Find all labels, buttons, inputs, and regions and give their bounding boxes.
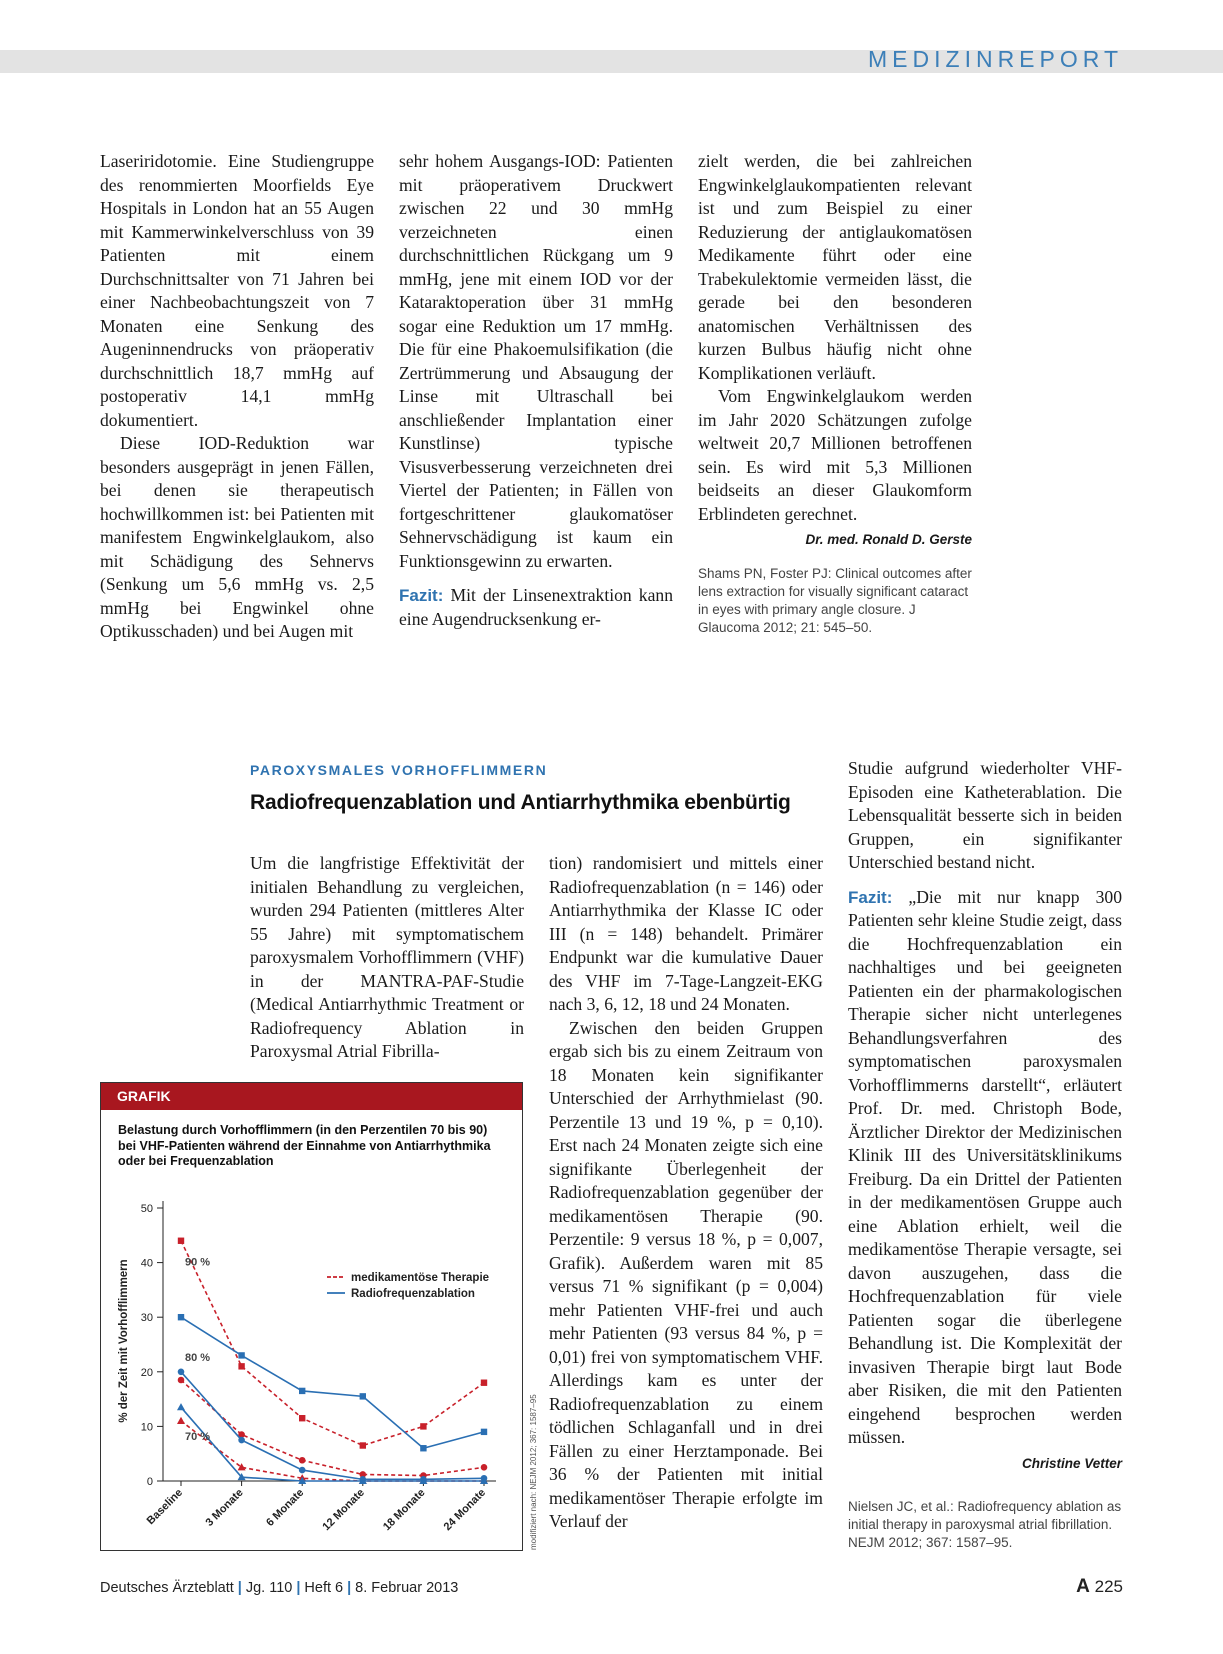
data-point <box>481 1429 487 1435</box>
x-tick-label: Baseline <box>144 1486 186 1528</box>
journal-name: Deutsches Ärzteblatt <box>100 1580 234 1596</box>
data-point <box>299 1467 306 1474</box>
y-tick-label: 20 <box>140 1366 153 1379</box>
article1-fazit <box>399 584 673 631</box>
data-point <box>238 1437 245 1444</box>
article1-paragraph: Vom Engwinkelglaukom werden im Jahr 2020 Schätzungen zufolge weltweit 20,7 Millionen betroffenen sein. Es wird mit 5,3 Millionen beidseits an dieser Glaukomform Erblindeten gerechnet. <box>698 386 972 524</box>
article2-kicker: PAROXYSMALES VORHOFFLIMMERN <box>250 762 548 778</box>
data-point <box>178 1377 185 1384</box>
article1-column-1 <box>100 150 374 644</box>
article1-paragraph: zielt werden, die bei zahlreichen Engwinkelglaukompatienten relevant ist und zum Beispiel zu einer Reduzierung der antiglaukomatösen Medikamente führt oder eine Trabekulektomie vermeiden lässt, die gerade bei den besonderen anatomischen Verhältnissen des kurzen Bulbus häufig nicht ohne Komplikationen verläuft. <box>698 151 972 383</box>
article2-author: Christine Vetter <box>1021 1455 1122 1471</box>
grafik-caption: Belastung durch Vorhofflimmern (in den Perzentilen 70 bis 90) bei VHF-Patienten während der Einnahme von Antiarrhythmika oder bei Frequenzablation <box>118 1123 491 1168</box>
series-line <box>181 1317 484 1448</box>
x-tick-label: 24 Monate <box>441 1486 489 1534</box>
data-point <box>481 1380 487 1386</box>
y-tick-label: 0 <box>146 1476 153 1488</box>
footer-journal <box>100 1580 458 1596</box>
section-label: MEDIZINREPORT <box>868 46 1123 72</box>
y-tick-label: 40 <box>140 1257 153 1270</box>
data-point <box>420 1445 426 1451</box>
article2-paragraph: Zwischen den beiden Gruppen ergab sich bis zu einem Zeitraum von 18 Monaten kein signifikanter Unterschied der Arrhythmielast (90. Perzentile 13 und 19 %, p = 0,10). Erst nach 24 Monaten zeigte sich eine signifikante Überlegenheit der Radiofrequenzablation gegenüber der medikamentösen Therapie (90. Perzentile: 9 versus 18 %, p = 0,007, Grafik). Außerdem waren mit 85 versus 71 % signifikant (p = 0,004) mehr Patienten VHF-frei und auch mehr Patienten (93 versus 84 %, p = 0,01) frei von symptomatischem VHF. Allerdings kam es unter der Radiofrequenzablation zu einem tödlichen Schlaganfall und in drei Fällen zu einer Herztamponade. Bei 36 % der Patienten mit initial medikamentöser Therapie erfolgte im Verlauf der <box>549 1017 823 1531</box>
grafik-box <box>100 1082 523 1551</box>
grafik-source: modifiziert nach: NEJM 2012; 367: 1587–95 <box>529 1394 538 1550</box>
data-point <box>238 1352 244 1358</box>
data-point <box>299 1415 305 1421</box>
page-number-value: 225 <box>1094 1577 1123 1596</box>
article2-reference: Nielsen JC, et al.: Radiofrequency ablation as initial therapy in paroxysmal atrial fibrillation. NEJM 2012; 367: 1587–95. <box>848 1499 1122 1550</box>
article2-column-2 <box>549 852 823 1534</box>
y-tick-label: 30 <box>140 1312 153 1325</box>
data-point <box>299 1457 306 1464</box>
page-number <box>1076 1576 1123 1598</box>
legend-label: Radiofrequenzablation <box>351 1288 475 1300</box>
x-tick-label: 3 Monate <box>203 1486 246 1529</box>
fazit-text: „Die mit nur knapp 300 Patienten sehr kleine Studie zeigt, dass die Hochfrequenzablation ein nachhaltiges und bei geeigneten Patienten ein der pharmakologischen Therapie sicher nicht unterlegenes Behandlungsverfahren des symptomatischen paroxysmalen Vorhofflimmerns darstellt“, erläutert Prof. Dr. med. Christoph Bode, Ärztlicher Direktor der Medizinischen Klinik III des Universitätsklinikums Freiburg. Da ein Drittel der Patienten in der medikamentösen Gruppe auch eine Ablation erhielt, weil die medikamentöse Therapie versagte, sei davon auszugehen, dass die Hochfrequenzablation für viele Patienten sogar die überlegene Behandlung ist. Die Komplexität der invasiven Therapie birgt laut Bode aber Risiken, die mit den Patienten eingehend besprochen werden müssen. <box>848 886 1122 1447</box>
legend-label: medikamentöse Therapie <box>351 1272 490 1284</box>
article1-paragraph: sehr hohem Ausgangs-IOD: Patienten mit präoperativem Druckwert zwischen 22 und 30 mmHg verzeichneten einen durchschnittlichen Rückgang um 9 mmHg, jene mit einem IOD vor der Kataraktoperation über 31 mmHg sogar eine Reduktion um 17 mmHg. Die für eine Phakoemulsifikation (die Zertrümmerung und Absaugung der Linse mit Ultraschall bei anschließender Implantation einer Kunstlinse) typische Visusverbesserung verzeichneten drei Viertel der Patienten; in Fällen von fortgeschrittener glaukomatöser Sehnervschädigung ist kaum ein Funktionsgewinn zu erwarten. <box>399 151 673 571</box>
data-point <box>178 1314 184 1320</box>
data-point <box>177 1403 185 1410</box>
article1-column-2 <box>399 150 673 631</box>
data-point <box>238 1363 244 1369</box>
fazit-label: Fazit: <box>399 586 444 605</box>
fazit-label: Fazit: <box>848 887 893 907</box>
data-point <box>299 1388 305 1394</box>
footer-separator: | <box>296 1580 301 1596</box>
percentile-label: 70 % <box>185 1431 211 1444</box>
journal-volume: Jg. 110 <box>245 1580 293 1596</box>
data-point <box>420 1423 426 1429</box>
data-point <box>360 1442 366 1448</box>
data-point <box>481 1464 488 1471</box>
article2-paragraph: Um die langfristige Effektivität der initialen Behandlung zu vergleichen, wurden 294 Patienten (mittleres Alter 55 Jahre) mit symptomatischem paroxysmalem Vorhofflimmern (VHF) in der MANTRA-PAF-Studie (Medical Antiarrhythmic Treatment or Radiofrequency Ablation in Paroxysmal Atrial Fibrilla- <box>250 853 524 1061</box>
data-point <box>178 1238 184 1244</box>
article1-paragraph: Laseriridotomie. Eine Studiengruppe des renommierten Moorfields Eye Hospitals in London hat an 55 Augen mit Kammerwinkelverschluss von 39 Patienten mit einem Durchschnittsalter von 71 Jahren bei einer Nachbeobachtungszeit von 7 Monaten eine Senkung des Augeninnendrucks von präoperativ durchschnittlich 18,7 mmHg auf postoperativ 14,1 mmHg dokumentiert. <box>100 151 374 430</box>
footer-separator: | <box>347 1580 352 1596</box>
article1-paragraph: Diese IOD-Reduktion war besonders ausgeprägt in jenen Fällen, bei denen sie therapeutisch hochwillkommen ist: bei Patienten mit manifestem Engwinkelglaukom, also mit Schädigung des Sehnervs (Senkung um 5,6 mmHg vs. 2,5 mmHg bei Engwinkel ohne Optikusschaden) und bei Augen mit <box>100 433 374 641</box>
y-axis-label: % der Zeit mit Vorhofflimmern <box>118 1259 130 1423</box>
journal-date: 8. Februar 2013 <box>355 1580 459 1596</box>
article1-author: Dr. med. Ronald D. Gerste <box>805 532 972 547</box>
article2-column-3 <box>848 757 1122 1475</box>
series-line <box>181 1421 484 1481</box>
y-tick-label: 50 <box>140 1203 153 1215</box>
fazit-text: Mit der Linsenextraktion kann eine Augendrucksenkung er- <box>399 585 673 629</box>
article2-paragraph: Studie aufgrund wiederholter VHF-Episoden eine Katheterablation. Die Lebensqualität besserte sich in beiden Gruppen, ein signifikanter Unterschied bestand nicht. <box>848 758 1122 872</box>
data-point <box>178 1369 185 1376</box>
data-point <box>360 1393 366 1399</box>
x-tick-label: 12 Monate <box>320 1486 367 1534</box>
article1-reference: Shams PN, Foster PJ: Clinical outcomes after lens extraction for visually significant cataract in eyes with primary angle closure. J Glaucoma 2012; 21: 545–50. <box>698 566 972 635</box>
article2-headline: Radiofrequenzablation und Antiarrhythmika ebenbürtig <box>250 791 791 814</box>
article2-paragraph: tion) randomisiert und mittels einer Radiofrequenzablation (n = 146) oder Antiarrhythmika der Klasse IC oder III (n = 148) behandelt. Primärer Endpunkt war die kumulative Dauer des VHF im 7-Tage-Langzeit-EKG nach 3, 6, 12, 18 und 24 Monaten. <box>549 853 823 1014</box>
journal-issue: Heft 6 <box>304 1580 344 1596</box>
article2-column-1 <box>250 852 524 1064</box>
article2-fazit <box>848 886 1122 1450</box>
line-chart <box>101 1171 521 1551</box>
x-tick-label: 18 Monate <box>380 1486 428 1534</box>
article1-column-3 <box>698 150 972 552</box>
series-line <box>181 1372 484 1480</box>
data-point <box>177 1417 185 1424</box>
percentile-label: 80 % <box>185 1351 211 1364</box>
grafik-header: GRAFIK <box>101 1083 522 1110</box>
y-tick-label: 10 <box>140 1421 153 1434</box>
percentile-label: 90 % <box>185 1256 211 1269</box>
footer-separator: | <box>237 1580 242 1596</box>
page-prefix: A <box>1076 1576 1090 1597</box>
x-tick-label: 6 Monate <box>264 1486 307 1529</box>
